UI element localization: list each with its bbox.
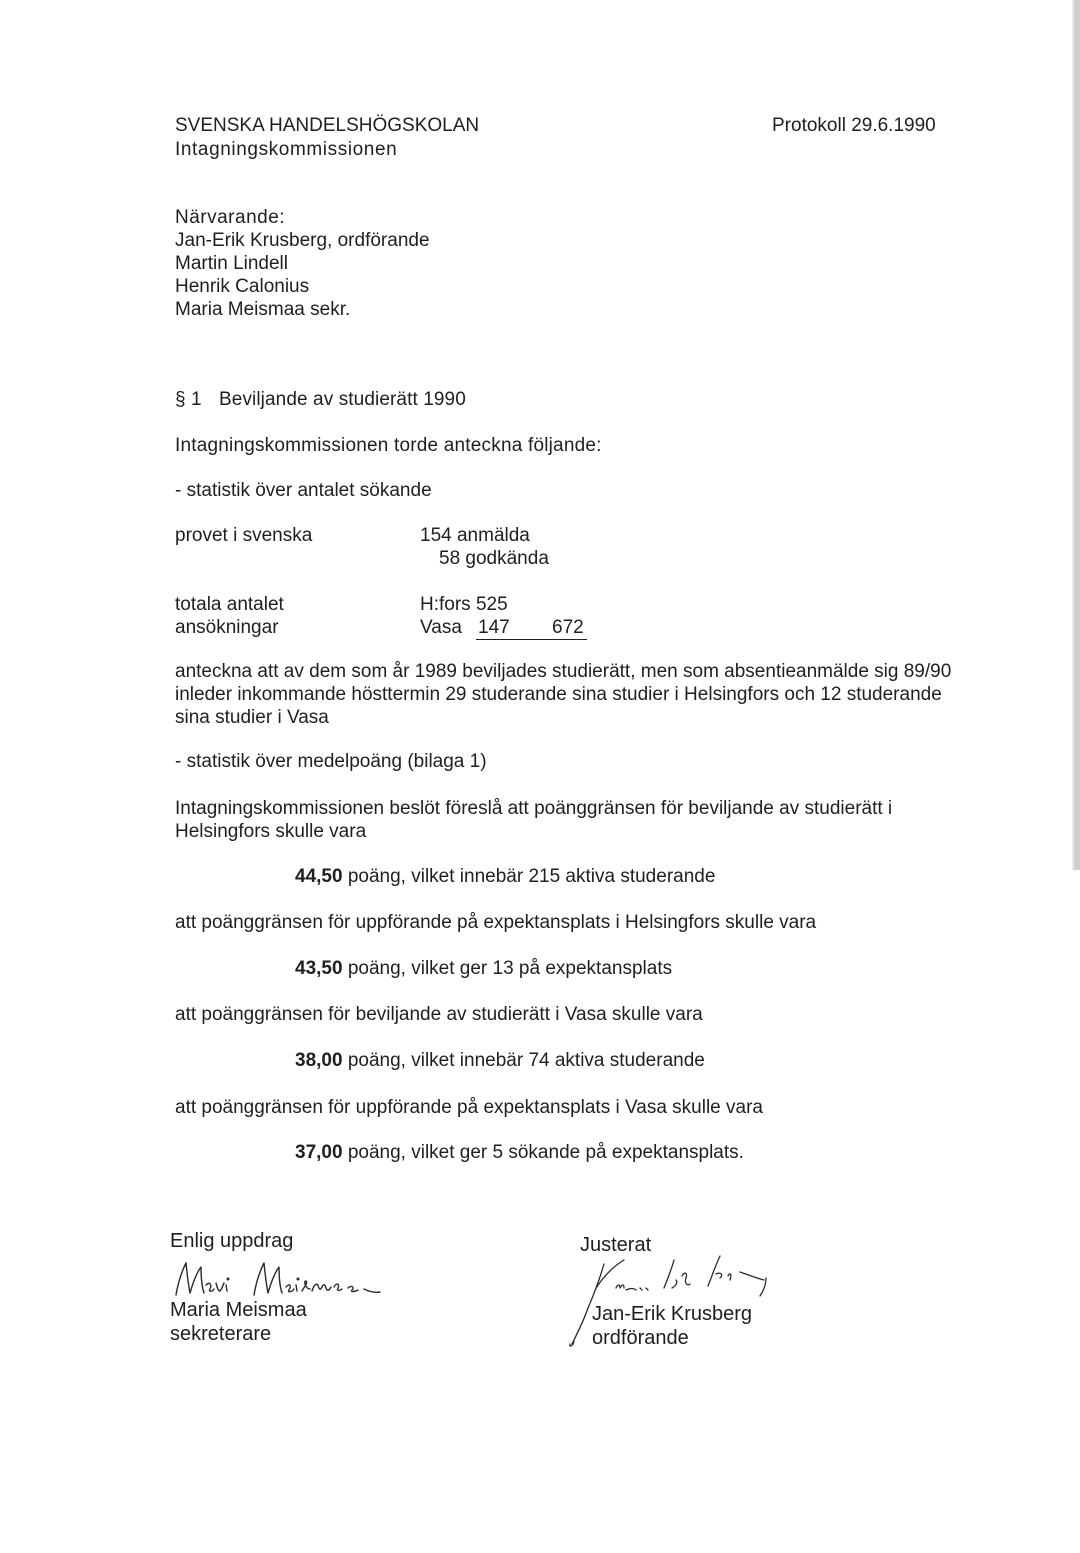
scan-edge-shadow <box>1072 0 1074 870</box>
limit-text: poäng, vilket innebär 215 aktiva studerande <box>342 866 716 887</box>
attendee-1: Jan-Erik Krusberg, ordförande <box>175 230 430 251</box>
decision-text: Intagningskommissionen beslöt föreslå att poänggränsen för beviljande av studierätt i Helsingfors skulle vara <box>175 798 893 842</box>
registered-count: 154 anmälda <box>420 525 530 546</box>
limit-points: 37,00 <box>295 1142 343 1163</box>
secretary-role: sekreterare <box>170 1323 272 1345</box>
total-count: 672 <box>552 617 584 638</box>
approved-count: 58 godkända <box>439 548 549 569</box>
section-number: § 1 <box>175 389 202 410</box>
limit-row-2 <box>295 957 672 980</box>
attendee-3: Henrik Calonius <box>175 276 310 297</box>
connector-1: att poänggränsen för uppförande på expektansplats i Helsingfors skulle vara <box>175 912 817 933</box>
scan-edge <box>1074 0 1080 870</box>
limit-row-4 <box>295 1141 744 1164</box>
limit-points: 44,50 <box>295 866 343 887</box>
limit-text: poäng, vilket ger 13 på expektansplats <box>342 958 673 979</box>
secretary-signature-image <box>168 1255 403 1303</box>
attendees-heading: Närvarande: <box>175 207 286 228</box>
committee-name: Intagningskommissionen <box>175 139 398 160</box>
attendee-4: Maria Meismaa sekr. <box>175 299 351 320</box>
attendee-2: Martin Lindell <box>175 253 288 274</box>
institution-name: SVENSKA HANDELSHÖGSKOLAN <box>175 115 480 136</box>
protocol-date: Protokoll 29.6.1990 <box>772 115 936 136</box>
limit-points: 43,50 <box>295 958 343 979</box>
bullet-average-stats: - statistik över medelpoäng (bilaga 1) <box>175 751 487 772</box>
helsinki-count: H:fors 525 <box>420 594 508 615</box>
connector-2: att poänggränsen för beviljande av studierätt i Vasa skulle vara <box>175 1004 703 1025</box>
section-title: Beviljande av studierätt 1990 <box>219 389 466 410</box>
limit-text: poäng, vilket innebär 74 aktiva studerande <box>342 1050 705 1071</box>
connector-3: att poänggränsen för uppförande på expektansplats i Vasa skulle vara <box>175 1097 763 1118</box>
right-signature-heading: Justerat <box>580 1234 652 1256</box>
limit-points: 38,00 <box>295 1050 343 1071</box>
chairman-role: ordförande <box>592 1327 689 1349</box>
vasa-count: 147 <box>478 617 510 638</box>
bullet-applicant-stats: - statistik över antalet sökande <box>175 480 432 501</box>
left-signature-heading: Enlig uppdrag <box>170 1230 294 1252</box>
intro-text: Intagningskommissionen torde anteckna följande: <box>175 435 602 456</box>
swedish-test-label: provet i svenska <box>175 525 313 546</box>
limit-row-3 <box>295 1049 705 1072</box>
secretary-name: Maria Meismaa <box>170 1299 307 1321</box>
vasa-label: Vasa <box>420 617 462 638</box>
absentee-note: anteckna att av dem som år 1989 beviljades studierätt, men som absentieanmälde sig 89/90 inleder inkommande hösttermin 29 studerande sina studier i Helsingfors och 12 studerande sina studier i Vasa <box>175 661 952 728</box>
limit-text: poäng, vilket ger 5 sökande på expektansplats. <box>342 1142 744 1163</box>
chairman-name: Jan-Erik Krusberg <box>592 1303 753 1325</box>
total-label-line1: totala antalet <box>175 594 284 615</box>
limit-row-1 <box>295 865 715 888</box>
total-label-line2: ansökningar <box>175 617 279 638</box>
